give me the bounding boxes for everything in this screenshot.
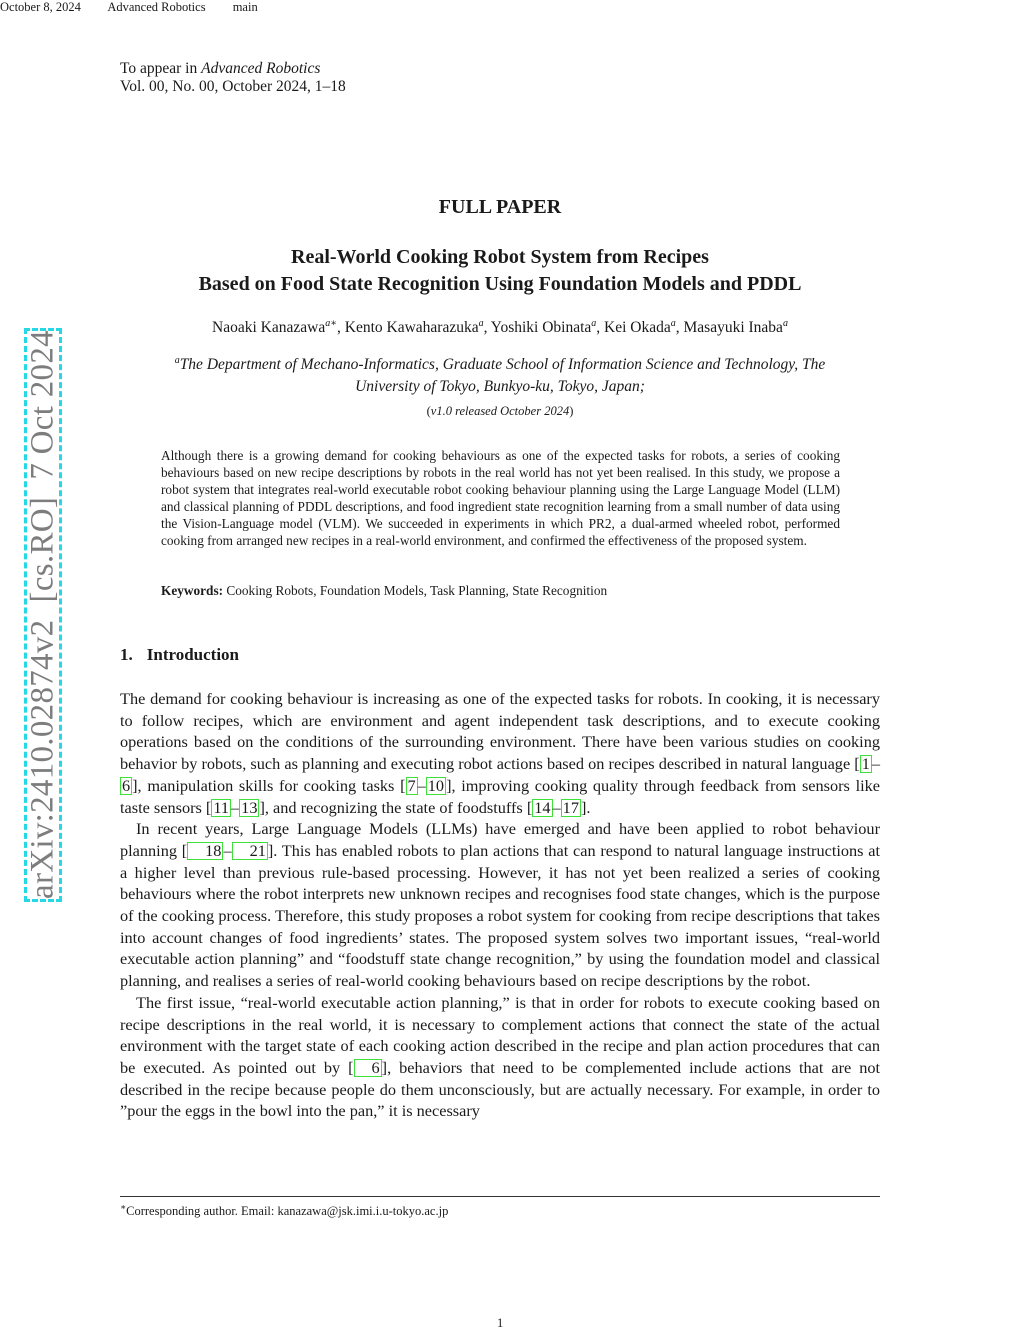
body-text-run: ], manipulation skills for cooking tasks [	[132, 775, 406, 795]
footnote	[120, 1202, 448, 1219]
keywords	[161, 583, 607, 599]
header-date: October 8, 2024	[0, 0, 81, 14]
keywords-text: Cooking Robots, Foundation Models, Task Planning, State Recognition	[226, 583, 608, 598]
arxiv-stamp[interactable]	[24, 328, 62, 902]
author-separator: ,	[596, 319, 605, 337]
volume-line: Vol. 00, No. 00, October 2024, 1–18	[120, 78, 346, 95]
citation-link[interactable]: 14	[534, 797, 551, 817]
body-text-run: ], and recognizing the state of foodstuffs [	[259, 797, 533, 817]
author-list	[120, 318, 880, 337]
body-text-run: –	[231, 797, 240, 817]
appear-journal: Advanced Robotics	[201, 60, 321, 77]
body-text-run: –	[417, 775, 426, 795]
header-label: main	[232, 0, 258, 14]
author-affiliation-mark: a	[478, 318, 484, 329]
citation-link[interactable]: 13	[241, 797, 258, 817]
version-close-paren: )	[569, 404, 574, 418]
body-text-run: –	[223, 840, 232, 860]
affiliation-line-2: University of Tokyo, Bunkyo-ku, Tokyo, Japan;	[355, 378, 645, 396]
citation-link[interactable]: 6	[122, 775, 131, 795]
citation-link[interactable]: 18	[187, 842, 223, 860]
author-name: Kento Kawaharazuka	[344, 319, 479, 337]
section-heading	[120, 645, 239, 665]
citation-link[interactable]: 6	[354, 1059, 382, 1077]
footnote-text: Corresponding author. Email: kanazawa@jsk.imi.i.u-tokyo.ac.jp	[126, 1204, 449, 1219]
paper-type: FULL PAPER	[438, 196, 562, 218]
body-text-run: –	[552, 797, 561, 817]
running-header	[0, 0, 282, 15]
citation-link[interactable]: 7	[407, 775, 416, 795]
author-affiliation-mark: a	[782, 318, 788, 329]
author-name: Yoshiki Obinata	[490, 319, 592, 337]
introduction-body	[120, 688, 880, 1122]
body-text-run: The demand for cooking behaviour is increasing as one of the expected tasks for robots. In cooking, it is necessary to follow recipes, which are environment and agent independent task descriptions, and to execute cooking operations based on the conditions of the surrounding environment. There have been various studies on cooking behavior by robots, such as planning and executing robot actions based on recipes described in natural language [	[120, 689, 880, 774]
affiliation-text-1: The Department of Mechano-Informatics, Graduate School of Information Science and Technology, The	[179, 356, 826, 374]
body-paragraph	[120, 688, 880, 818]
body-text-run: ], improving cooking quality through feedback from sensors like taste sensors [	[120, 775, 880, 817]
appear-prefix: To appear in	[120, 60, 198, 77]
abstract: Although there is a growing demand for cooking behaviours as one of the expected tasks for robots, a series of cooking behaviours based on new recipe descriptions by robots in the real world has not yet been realised. In this study, we propose a robot system that integrates real-world executable robot cooking behaviour planning using the Large Language Model (LLM) and classical planning of PDDL descriptions, and food ingredient state recognition learning from a small number of data using the Vision-Language model (VLM). We succeeded in experiments in which PR2, a dual-armed wheeled robot, performed cooking from arranged new recipes in a real-world environment, and confirmed the effectiveness of the proposed system.	[161, 448, 840, 548]
version-open-paren: (	[426, 404, 431, 418]
body-text-run: The first issue, “real-world executable action planning,” is that in order for robots to execute cooking based on recipe descriptions in the real world, it is necessary to complement actions that connect the state of the actual environment with the target state of each cooking action described in the recipe and plan action procedures that can be executed. As pointed out by [	[120, 992, 880, 1077]
author-affiliation-mark: a	[670, 318, 676, 329]
author-affiliation-mark: a	[591, 318, 597, 329]
page-number: 1	[497, 1316, 504, 1330]
citation-link[interactable]: 10	[427, 775, 445, 795]
author-separator: ,	[337, 319, 345, 337]
header-journal: Advanced Robotics	[107, 0, 206, 14]
affiliation	[140, 350, 860, 398]
affiliation-mark: a	[174, 355, 180, 366]
version-note	[120, 404, 880, 419]
author-separator: ,	[675, 319, 684, 337]
body-text-run: In recent years, Large Language Models (LLMs) have emerged and have been applied to robot behaviour planning [	[120, 819, 880, 860]
author-affiliation-mark: a∗	[325, 318, 338, 329]
paper-title	[120, 244, 880, 298]
publication-info	[120, 60, 346, 96]
author-separator: ,	[483, 319, 491, 337]
arxiv-id-text: arXiv:2410.02874v2 [cs.RO] 7 Oct 2024	[24, 330, 61, 900]
citation-link[interactable]: 1	[861, 754, 870, 774]
author-name: Kei Okada	[604, 319, 671, 337]
keywords-label: Keywords:	[161, 583, 224, 598]
title-line-2: Based on Food State Recognition Using Foundation Models and PDDL	[198, 273, 802, 295]
footnote-mark: ∗	[120, 1202, 127, 1212]
author-name: Masayuki Inaba	[683, 319, 783, 337]
citation-link[interactable]: 17	[562, 797, 579, 817]
citation-link[interactable]: 21	[232, 842, 268, 860]
body-text-run: ], behaviors that need to be complemented include actions that are not described in the recipe because people do them unconsciously, but are actually necessary. For example, in order to ”pour the eggs in the bowl into the pan,” it is necessary	[120, 1057, 881, 1121]
section-title: Introduction	[146, 645, 240, 664]
body-text-run: ].	[580, 797, 591, 817]
body-text-run: ]. This has enabled robots to plan actions that can respond to natural language instructions at a higher level than previous rule-based processing. However, it has not yet been realized a series of cooking behaviours where the robot interprets new unknown recipes and recognises food state changes, which is the purpose of the cooking process. Therefore, this study proposes a robot system for cooking from recipe descriptions that takes into account changes of food ingredients’ states. The proposed system solves two important issues, “real-world executable action planning” and “foodstuff state change recognition,” by using the foundation model and classical planning, and realises a series of real-world cooking behaviours based on recipe descriptions by the robot.	[120, 840, 881, 991]
section-number: 1.	[120, 645, 133, 664]
citation-link[interactable]: 11	[213, 797, 230, 817]
body-paragraph	[120, 818, 880, 992]
affiliation-line-1	[140, 350, 860, 376]
footnote-rule	[120, 1196, 880, 1197]
version-text: v1.0 released October 2024	[430, 404, 570, 418]
body-text-run: –	[871, 754, 880, 774]
body-paragraph	[120, 992, 880, 1122]
title-line-1: Real-World Cooking Robot System from Recipes	[291, 246, 709, 268]
author-name: Naoaki Kanazawa	[212, 319, 326, 337]
appear-line	[120, 60, 346, 78]
